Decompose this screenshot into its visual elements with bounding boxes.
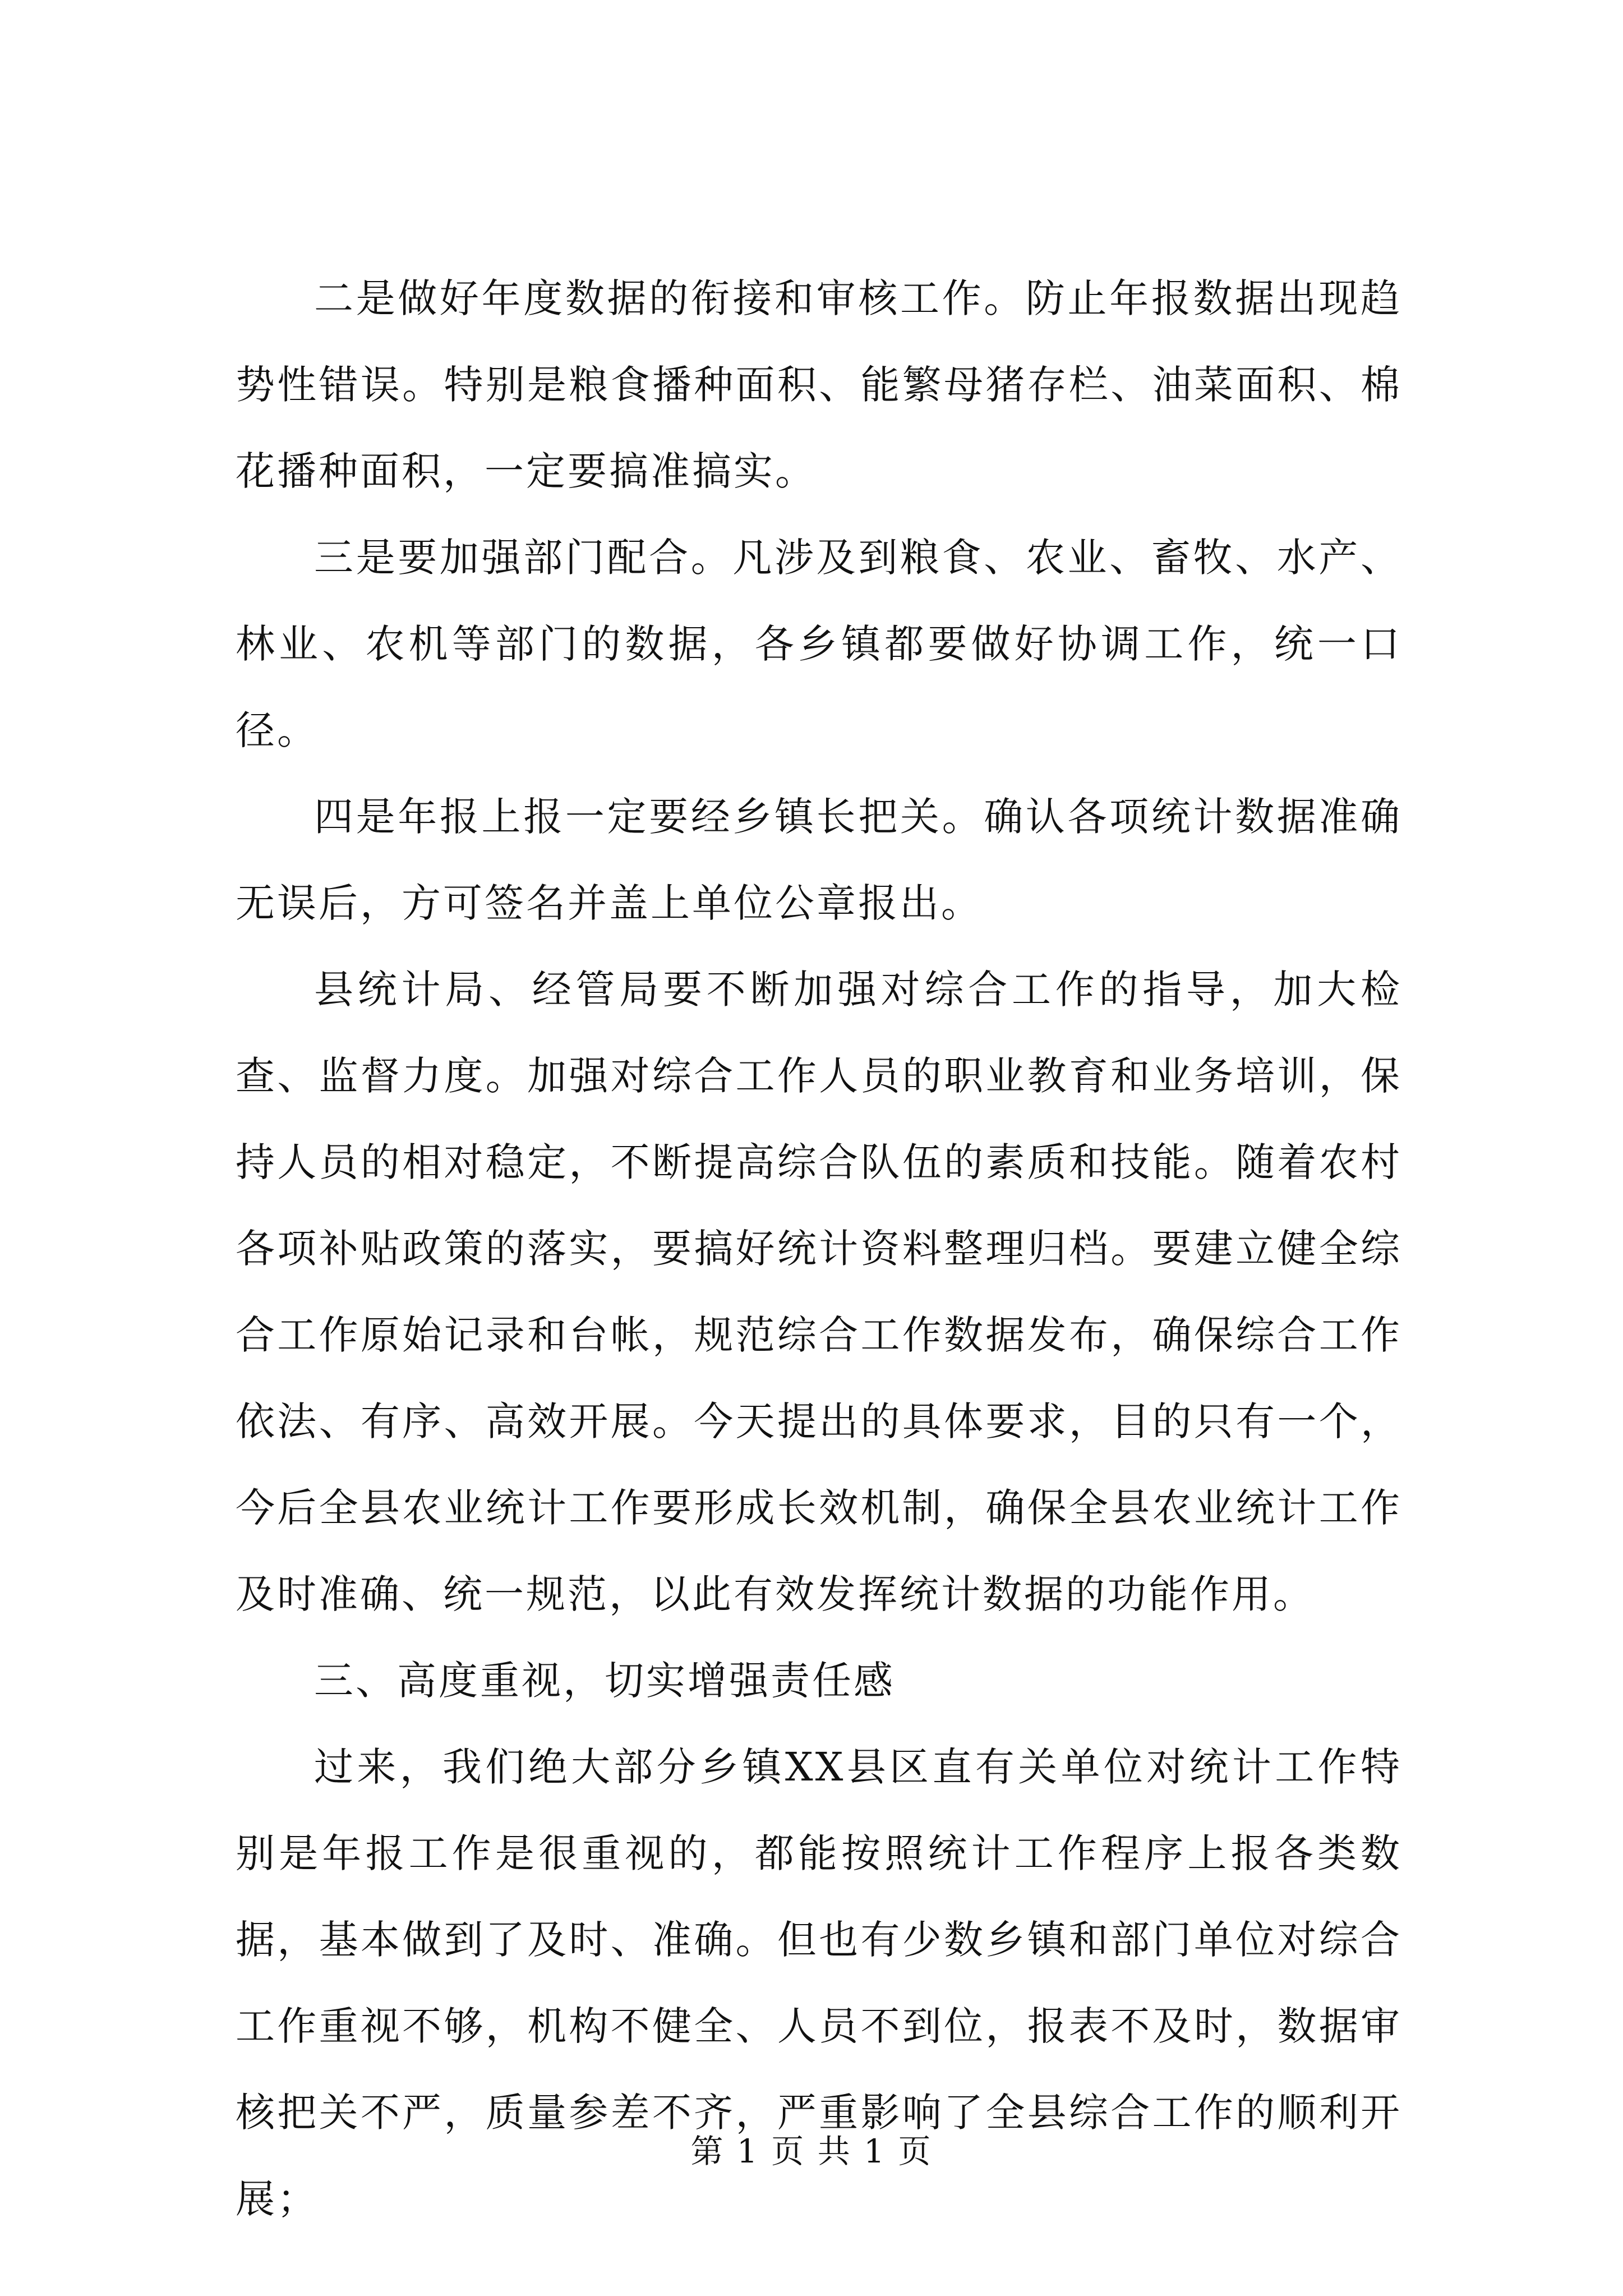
paragraph-township-approval: 四是年报上报一定要经乡镇长把关。确认各项统计数据准确无误后，方可签名并盖上单位公章报出。 bbox=[236, 794, 1402, 926]
page-footer: 第 1 页 共 1 页 bbox=[690, 2132, 933, 2170]
document-body bbox=[236, 255, 1402, 2242]
paragraph-past-work-review: 过来，我们绝大部分乡镇XX县区直有关单位对统计工作特别是年报工作是很重视的，都能按照统计工作程序上报各类数据，基本做到了及时、准确。但也有少数乡镇和部门单位对综合工作重视不够，机构不健全、人员不到位，报表不及时，数据审核把关不严，质量参差不齐，严重影响了全县综合工作的顺利开展； bbox=[236, 1744, 1402, 2222]
paragraph-department-coordination: 三是要加强部门配合。凡涉及到粮食、农业、畜牧、水产、林业、农机等部门的数据，各乡镇都要做好协调工作，统一口径。 bbox=[236, 535, 1402, 753]
paragraph-bureau-guidance: 县统计局、经管局要不断加强对综合工作的指导，加大检查、监督力度。加强对综合工作人员的职业教育和业务培训，保持人员的相对稳定，不断提高综合队伍的素质和技能。随着农村各项补贴政策的落实，要搞好统计资料整理归档。要建立健全综合工作原始记录和台帐，规范综合工作数据发布，确保综合工作依法、有序、高效开展。今天提出的具体要求，目的只有一个，今后全县农业统计工作要形成长效机制，确保全县农业统计工作及时准确、统一规范，以此有效发挥统计数据的功能作用。 bbox=[236, 967, 1402, 1617]
paragraph-annual-data-review: 二是做好年度数据的衔接和审核工作。防止年报数据出现趋势性错误。特别是粮食播种面积、能繁母猪存栏、油菜面积、棉花播种面积，一定要搞准搞实。 bbox=[236, 275, 1402, 494]
section-heading-responsibility: 三、高度重视，切实增强责任感 bbox=[314, 1658, 895, 1704]
